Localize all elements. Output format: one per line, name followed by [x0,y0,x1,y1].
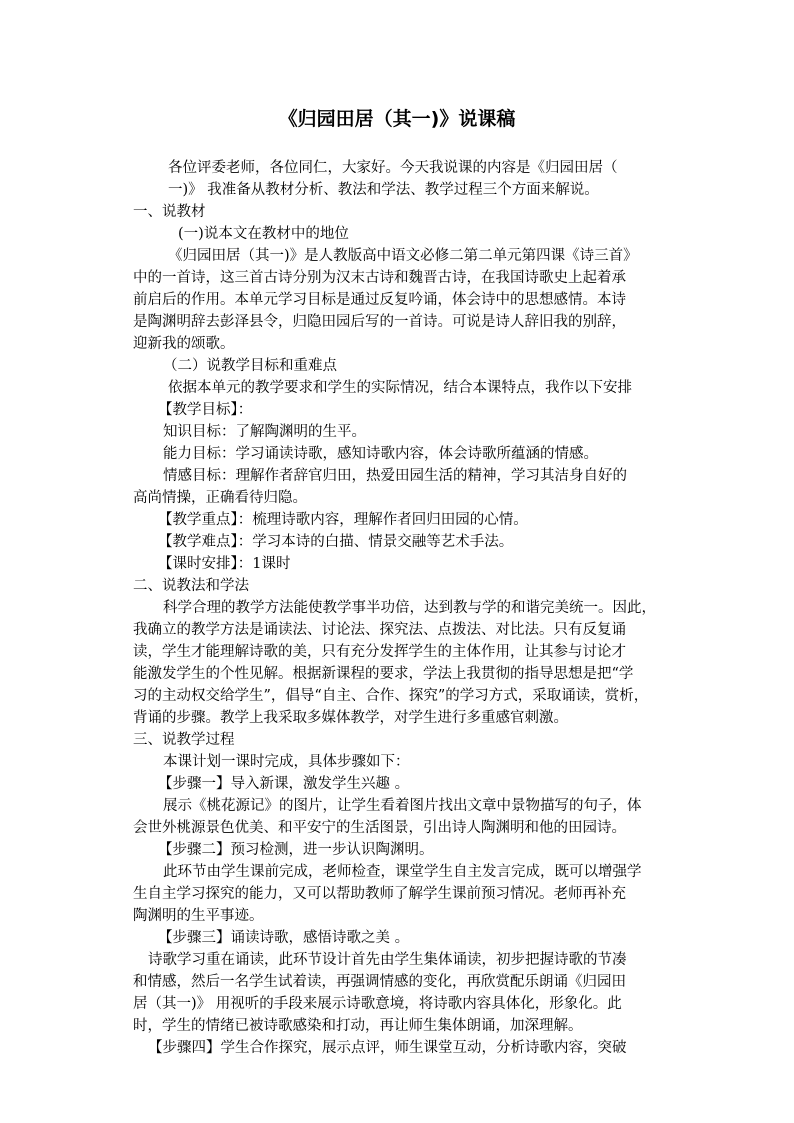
paragraph-line: 《归园田居（其一)》是人教版高中语文必修二第二单元第四课《诗三首》 [168,248,638,264]
label-line: 【步骤四】学生合作探究，展示点评，师生课堂互动，分析诗歌内容，突破 [148,1040,627,1056]
paragraph-line: 知识目标：了解陶渊明的生平。 [163,424,366,440]
label-line: 【教学重点】：梳理诗歌内容，理解作者回归田园的心情。 [158,512,528,528]
paragraph-line: 和情感，然后一名学生试着读，再强调情感的变化，再欣赏配乐朗诵《归园田 [133,974,626,990]
paragraph-line: 依据本单元的教学要求和学生的实际情况，结合本课特点，我作以下安排 [168,380,632,396]
label-line: 【步骤三】诵读诗歌，感悟诗歌之美 。 [158,930,410,946]
paragraph-line: 各位评委老师，各位同仁，大家好。今天我说课的内容是《归园田居（ [168,160,618,176]
paragraph-line: 我确立的教学方法是诵读法、讨论法、探究法、点拨法、对比法。只有反复诵 [133,622,626,638]
paragraph-line: 习的主动权交给学生”，倡导“自主、合作、探究”的学习方式，采取诵读，赏析， [133,688,649,704]
label-line: 【课时安排】：1课时 [158,556,291,572]
paragraph-line: 本课计划一课时完成，具体步骤如下： [163,754,410,770]
section-heading: 三、说教学过程 [133,732,235,748]
paragraph-line: 科学合理的教学方法能使教学事半功倍，达到教与学的和谐完美统一。因此， [163,600,656,616]
paragraph-line: 前启后的作用。本单元学习目标是通过反复吟诵，体会诗中的思想感情。本诗 [133,292,626,308]
label-line: 【教学难点】：学习本诗的白描、情景交融等艺术手法。 [158,534,514,550]
label-line: 【步骤一】导入新课，激发学生兴趣 。 [158,776,410,792]
label-line: 【教学目标】： [158,402,253,418]
paragraph-line: 时，学生的情绪已被诗歌感染和打动，再让师生集体朗诵，加深理解。 [133,1018,583,1034]
section-heading: 二、说教法和学法 [133,578,249,594]
paragraph-line: 迎新我的颂歌。 [133,336,235,352]
paragraph-line: 展示《桃花源记》的图片，让学生看着图片找出文章中景物描写的句子，体 [163,798,642,814]
paragraph-line: 能激发学生的个性见解。根据新课程的要求，学法上我贯彻的指导思想是把“学 [133,666,634,682]
paragraph-line: 居（其一)》 用视听的手段来展示诗歌意境，将诗歌内容具体化，形象化。此 [133,996,622,1012]
paragraph-line: 会世外桃源景色优美、和平安宁的生活图景，引出诗人陶渊明和他的田园诗。 [133,820,626,836]
label-line: 【步骤二】预习检测，进一步认识陶渊明。 [158,842,434,858]
document-title: 《归园田居（其一)》说课稿 [278,108,516,130]
paragraph-line: 背诵的步骤。教学上我采取多媒体教学，对学生进行多重感官刺激。 [133,710,568,726]
paragraph-line: 诗歌学习重在诵读，此环节设计首先由学生集体诵读，初步把握诗歌的节凑 [148,952,627,968]
paragraph-line: 此环节由学生课前完成，老师检查，课堂学生自主发言完成，既可以增强学 [163,864,642,880]
paragraph-line: 一)》 我准备从教材分析、教法和学法、教学过程三个方面来解说。 [168,182,599,198]
subsection-heading: （二）说教学目标和重难点 [163,358,337,374]
paragraph-line: 高尚情操，正确看待归隐。 [133,490,307,506]
paragraph-line: 读，学生才能理解诗歌的美，只有充分发挥学生的主体作用，让其参与讨论才 [133,644,626,660]
paragraph-line: 是陶渊明辞去彭泽县令，归隐田园后写的一首诗。可说是诗人辞旧我的别辞， [133,314,626,330]
paragraph-line: 陶渊明的生平事迹。 [133,908,264,924]
section-heading: 一、说教材 [133,204,206,220]
paragraph-line: 中的一首诗，这三首古诗分别为汉末古诗和魏晋古诗，在我国诗歌史上起着承 [133,270,626,286]
paragraph-line: 情感目标：理解作者辞官归田，热爱田园生活的精神，学习其洁身自好的 [163,468,627,484]
paragraph-line: 生自主学习探究的能力，又可以帮助教师了解学生课前预习情况。老师再补充 [133,886,626,902]
subsection-heading: (一)说本文在教材中的地位 [178,226,349,242]
paragraph-line: 能力目标：学习诵读诗歌，感知诗歌内容，体会诗歌所蕴涵的情感。 [163,446,598,462]
